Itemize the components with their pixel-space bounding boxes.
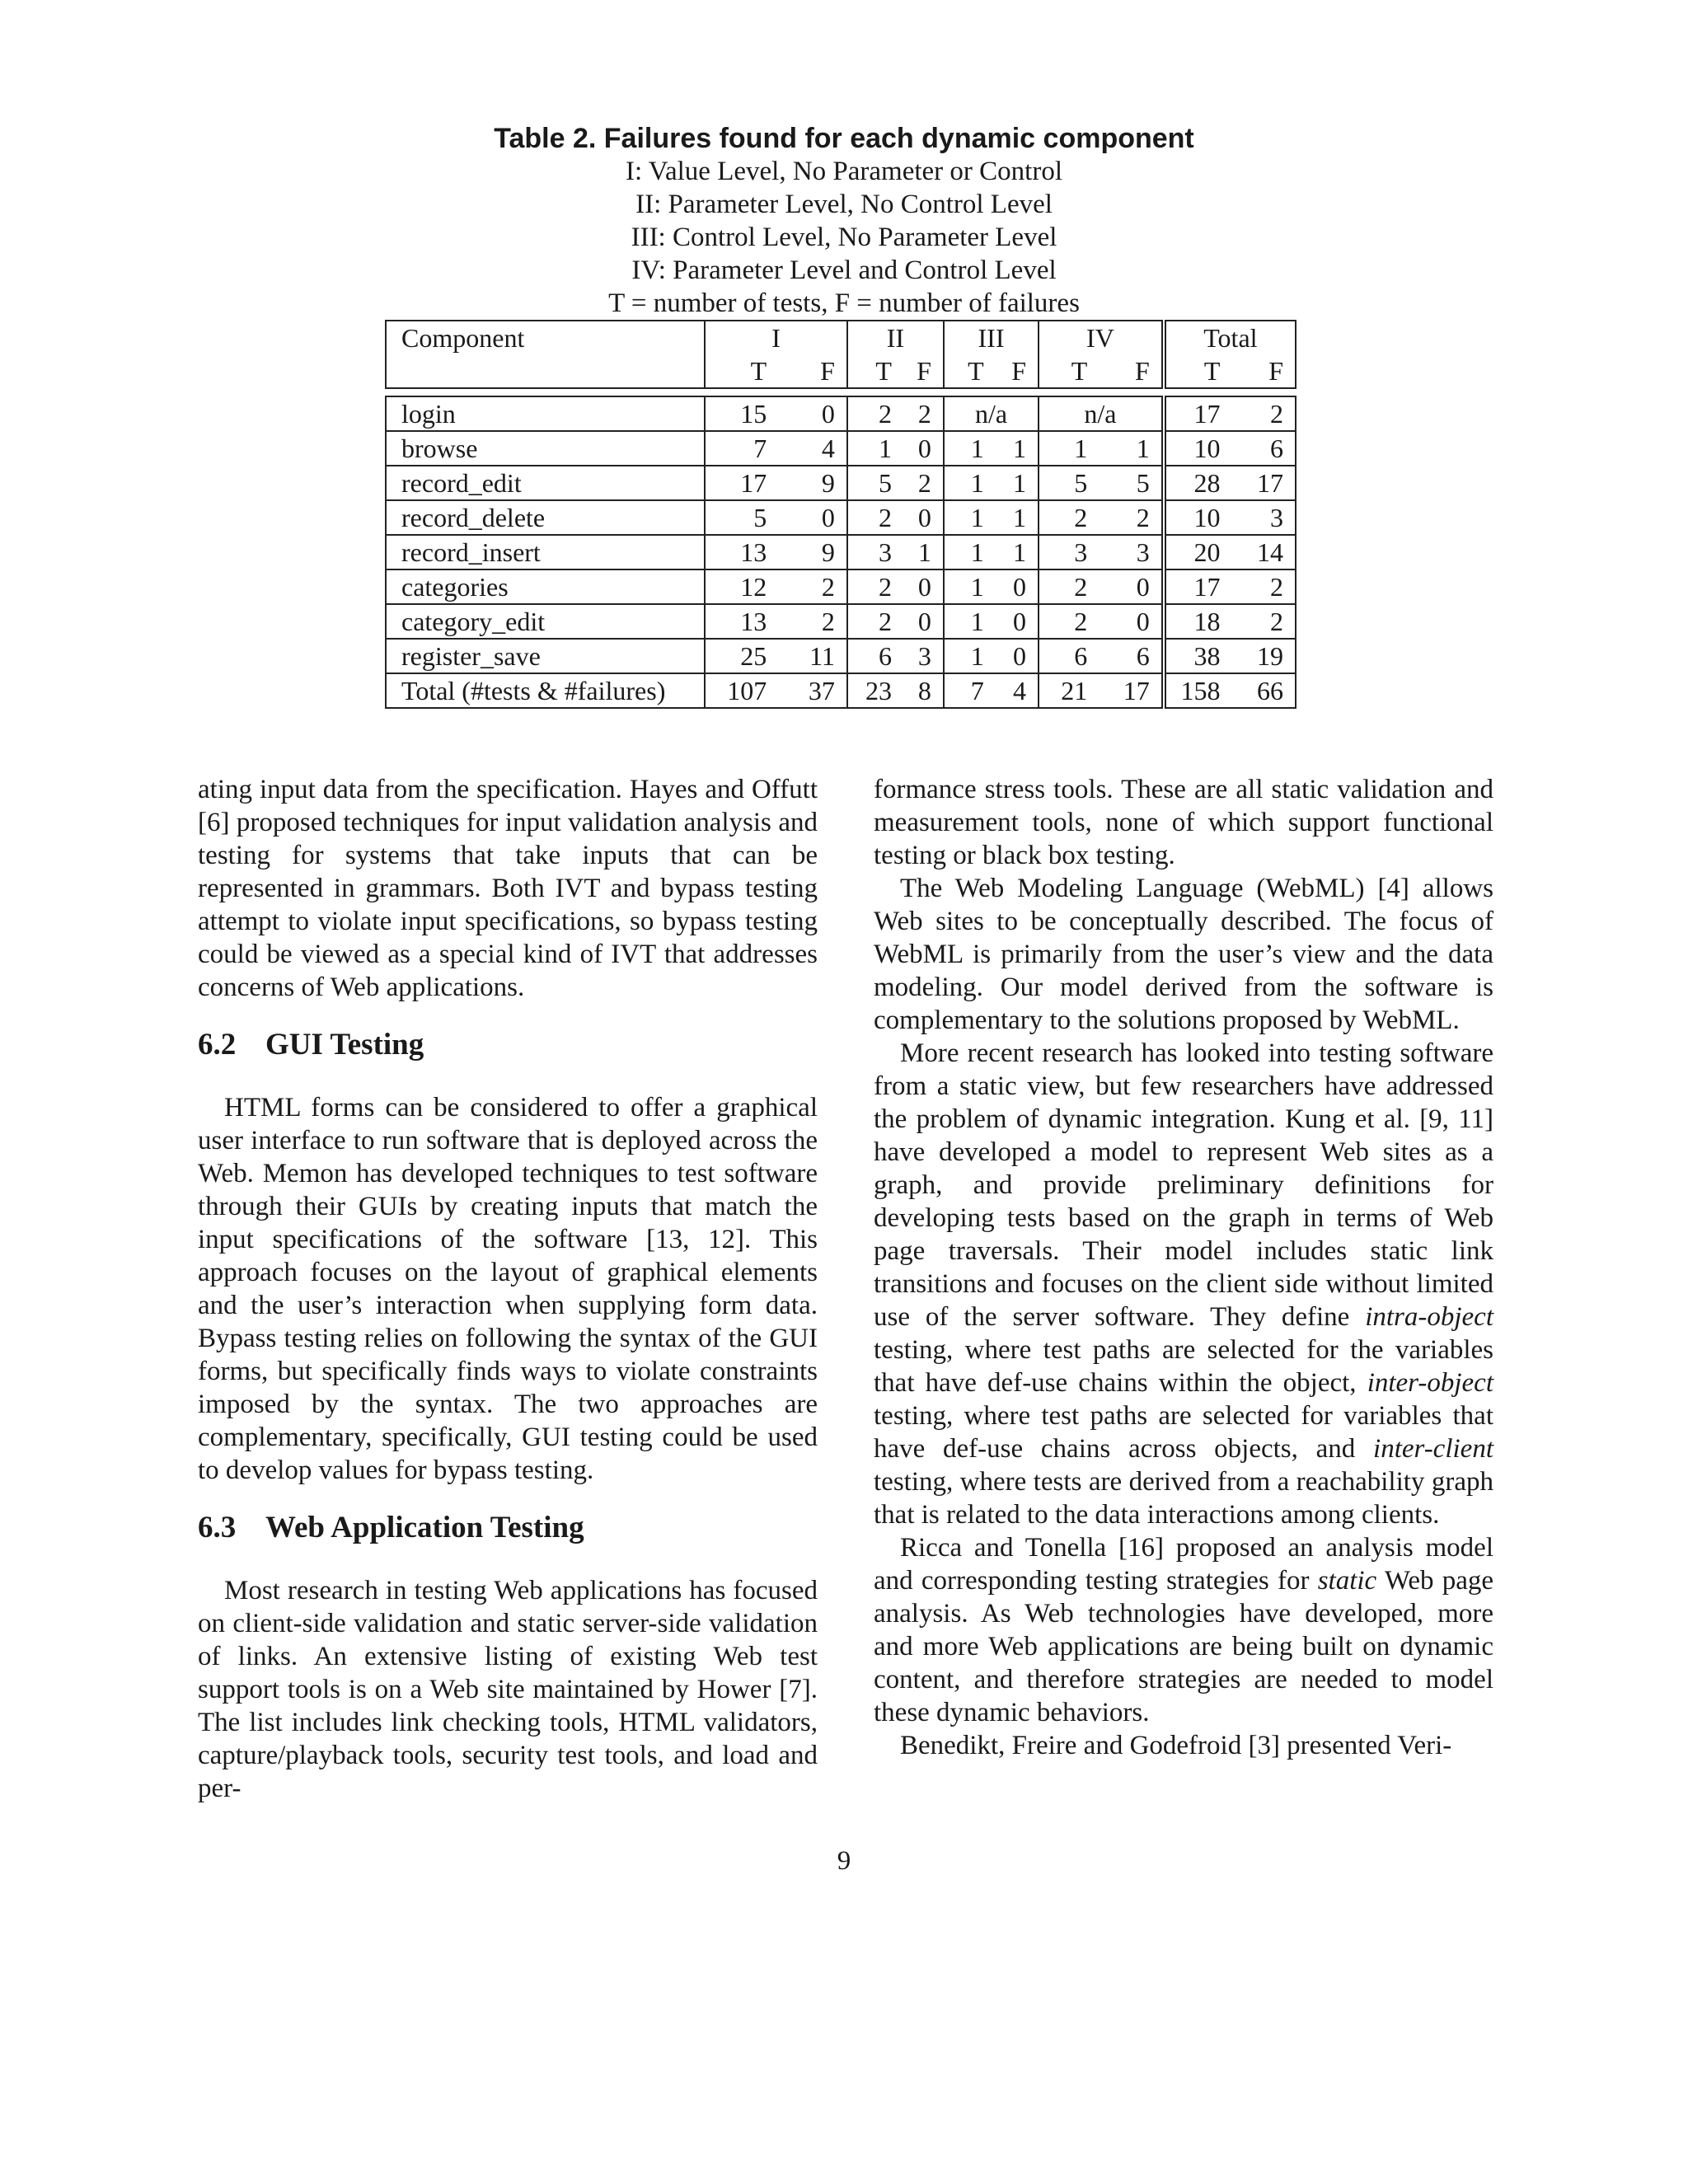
table-legend-line: III: Control Level, No Parameter Level (631, 223, 1057, 252)
emphasis: intra-object (1365, 1302, 1493, 1332)
header-f: F (1231, 354, 1296, 388)
paragraph: HTML forms can be considered to offer a graphical user interface to run software that is deployed across the Web. Memon has developed techniques to test software through their GUIs by creating inputs that match the input specifications of the software [13, 12]. This approach focuses on the layout of graphical elements and the user’s interaction when supplying form data. Bypass testing relies on following the syntax of the GUI forms, but specifically finds ways to violate constraints imposed by the syntax. The two approaches are complementary, specifically, GUI testing could be used to develop values for bypass testing. (198, 1093, 818, 1485)
cell: n/a (1039, 396, 1164, 431)
table-row (386, 535, 1296, 569)
header-f: F (996, 354, 1039, 388)
cell: 3 (1231, 500, 1296, 535)
cell: 38 (1164, 639, 1232, 673)
paragraph (874, 1037, 1493, 1531)
cell: 1 (944, 569, 996, 604)
paragraph (874, 1531, 1493, 1729)
cell: 1 (996, 500, 1039, 535)
cell: 7 (705, 431, 778, 466)
cell: 37 (778, 673, 847, 708)
table-row (386, 604, 1296, 639)
row-component: login (386, 396, 705, 431)
cell: 2 (1039, 569, 1099, 604)
failures-table (385, 320, 1296, 709)
paragraph: formance stress tools. These are all static validation and measurement tools, none of which support functional testing or black box testing. (874, 775, 1493, 870)
cell: 2 (1231, 604, 1296, 639)
cell: 18 (1164, 604, 1232, 639)
table-subheader-row (386, 354, 1296, 388)
cell: 0 (996, 639, 1039, 673)
cell: 0 (996, 604, 1039, 639)
row-component: Total (#tests & #failures) (386, 673, 705, 708)
cell: 107 (705, 673, 778, 708)
cell: 9 (778, 466, 847, 500)
cell: 1 (944, 466, 996, 500)
cell: 2 (847, 604, 903, 639)
row-component: browse (386, 431, 705, 466)
cell: 5 (1039, 466, 1099, 500)
cell: 2 (903, 466, 944, 500)
cell: 1 (996, 466, 1039, 500)
section-number: 6.3 (198, 1511, 237, 1544)
cell: 3 (847, 535, 903, 569)
text-run: Web page analysis. As Web technologies have developed, more and more Web applications are being built on dynamic content, and therefore strategies are needed to model these dynamic behaviors. (874, 1566, 1493, 1727)
page-number: 9 (837, 1846, 851, 1876)
text-run: testing, where tests are derived from a reachability graph that is related to the data interactions among clients. (874, 1467, 1493, 1530)
cell: 13 (705, 535, 778, 569)
paragraph: Benedikt, Freire and Godefroid [3] presented Veri- (900, 1731, 1452, 1760)
table-legend-line: T = number of tests, F = number of failures (608, 288, 1080, 318)
cell: 2 (1231, 396, 1296, 431)
emphasis: static (1317, 1566, 1377, 1596)
text-run: More recent research has looked into testing software from a static view, but few researchers have addressed the problem of dynamic integration. Kung et al. [9, 11] have developed a model to represent Web sites as a graph, and provide preliminary definitions for developing tests based on the graph in terms of Web page traversals. Their model includes static link transitions and focuses on the client side without limited use of the server software. They define (874, 1038, 1493, 1332)
table-legend-line: I: Value Level, No Parameter or Control (626, 157, 1062, 186)
row-component: categories (386, 569, 705, 604)
text-run: testing, where test paths are selected for the variables that have def-use chains within the object, (874, 1335, 1493, 1398)
row-component: category_edit (386, 604, 705, 639)
paragraph: ating input data from the specification. Hayes and Offutt [6] proposed techniques for input validation analysis and testing for systems that take inputs that can be represented in grammars. Both IVT and bypass testing attempt to violate input specifications, so bypass testing could be viewed as a special kind of IVT that addresses concerns of Web applications. (198, 775, 818, 1002)
cell: 3 (1039, 535, 1099, 569)
header-f: F (903, 354, 944, 388)
cell: 4 (778, 431, 847, 466)
cell: 6 (1231, 431, 1296, 466)
cell: 25 (705, 639, 778, 673)
row-component: record_edit (386, 466, 705, 500)
cell: 23 (847, 673, 903, 708)
header-group-iii: III (944, 321, 1039, 354)
header-t: T (705, 354, 778, 388)
table-row (386, 569, 1296, 604)
cell: 5 (1099, 466, 1163, 500)
paragraph: Most research in testing Web applications has focused on client-side validation and static server-side validation of links. An extensive listing of existing Web test support tools is on a Web site maintained by Hower [7]. The list includes link checking tools, HTML validators, capture/playback tools, security test tools, and load and per- (198, 1576, 818, 1803)
cell: 1 (1099, 431, 1163, 466)
cell: 17 (1099, 673, 1163, 708)
header-component: Component (386, 321, 705, 354)
table-row (386, 431, 1296, 466)
section-heading (198, 1027, 818, 1063)
emphasis: inter-object (1367, 1368, 1493, 1398)
cell: 0 (996, 569, 1039, 604)
cell: 14 (1231, 535, 1296, 569)
cell: 3 (903, 639, 944, 673)
cell: 13 (705, 604, 778, 639)
table-legend-line: IV: Parameter Level and Control Level (631, 255, 1057, 285)
cell: 0 (903, 569, 944, 604)
cell: 2 (1231, 569, 1296, 604)
header-t: T (944, 354, 996, 388)
section-title: Web Application Testing (265, 1511, 584, 1544)
cell: 1 (944, 431, 996, 466)
cell: 0 (778, 500, 847, 535)
right-column (874, 773, 1493, 1762)
cell: n/a (944, 396, 1039, 431)
cell: 6 (1099, 639, 1163, 673)
cell: 2 (1039, 500, 1099, 535)
header-f: F (778, 354, 847, 388)
row-component: register_save (386, 639, 705, 673)
cell: 0 (1099, 569, 1163, 604)
header-f: F (1099, 354, 1163, 388)
cell: 1 (1039, 431, 1099, 466)
table-total-row (386, 673, 1296, 708)
cell: 2 (1039, 604, 1099, 639)
cell: 1 (944, 639, 996, 673)
cell: 1 (944, 604, 996, 639)
cell: 1 (847, 431, 903, 466)
cell: 1 (903, 535, 944, 569)
cell: 1 (944, 535, 996, 569)
text-run: testing, where test paths are selected for variables that have def-use chains across objects, and (874, 1401, 1493, 1464)
cell: 2 (778, 604, 847, 639)
cell: 0 (778, 396, 847, 431)
table-row (386, 396, 1296, 431)
cell: 5 (705, 500, 778, 535)
cell: 19 (1231, 639, 1296, 673)
left-column (198, 773, 818, 1805)
cell: 158 (1164, 673, 1232, 708)
cell: 3 (1099, 535, 1163, 569)
cell: 9 (778, 535, 847, 569)
header-group-ii: II (847, 321, 944, 354)
cell: 11 (778, 639, 847, 673)
cell: 2 (903, 396, 944, 431)
table-row (386, 500, 1296, 535)
cell: 8 (903, 673, 944, 708)
cell: 2 (778, 569, 847, 604)
header-t: T (847, 354, 903, 388)
cell: 6 (1039, 639, 1099, 673)
cell: 17 (1164, 569, 1232, 604)
emphasis: inter-client (1373, 1434, 1493, 1464)
section-title: GUI Testing (265, 1028, 424, 1062)
cell: 10 (1164, 431, 1232, 466)
cell: 0 (1099, 604, 1163, 639)
cell: 2 (1099, 500, 1163, 535)
header-t: T (1039, 354, 1099, 388)
cell: 21 (1039, 673, 1099, 708)
cell: 17 (1231, 466, 1296, 500)
row-component: record_insert (386, 535, 705, 569)
cell: 17 (705, 466, 778, 500)
cell: 66 (1231, 673, 1296, 708)
table-legend-line: II: Parameter Level, No Control Level (635, 190, 1053, 219)
cell: 28 (1164, 466, 1232, 500)
cell: 17 (1164, 396, 1232, 431)
cell: 0 (903, 431, 944, 466)
cell: 12 (705, 569, 778, 604)
cell: 20 (1164, 535, 1232, 569)
text-run: Ricca and Tonella [16] proposed an analysis model and corresponding testing strategies for (874, 1533, 1493, 1596)
header-group-total: Total (1164, 321, 1296, 354)
paragraph: The Web Modeling Language (WebML) [4] allows Web sites to be conceptually described. The focus of WebML is primarily from the user’s view and the data modeling. Our model derived from the software is complementary to the solutions proposed by WebML. (874, 874, 1493, 1035)
cell: 0 (903, 604, 944, 639)
cell: 0 (903, 500, 944, 535)
cell: 15 (705, 396, 778, 431)
cell: 10 (1164, 500, 1232, 535)
cell: 1 (996, 431, 1039, 466)
cell: 6 (847, 639, 903, 673)
table-title: Table 2. Failures found for each dynamic component (494, 123, 1194, 154)
table-row (386, 466, 1296, 500)
cell: 7 (944, 673, 996, 708)
section-number: 6.2 (198, 1028, 237, 1062)
header-t: T (1164, 354, 1232, 388)
row-component: record_delete (386, 500, 705, 535)
cell: 2 (847, 396, 903, 431)
cell: 4 (996, 673, 1039, 708)
header-group-i: I (705, 321, 847, 354)
table-row (386, 639, 1296, 673)
cell: 2 (847, 569, 903, 604)
header-group-iv: IV (1039, 321, 1164, 354)
cell: 5 (847, 466, 903, 500)
cell: 2 (847, 500, 903, 535)
cell: 1 (944, 500, 996, 535)
table-header-row (386, 321, 1296, 354)
section-heading (198, 1510, 818, 1546)
cell: 1 (996, 535, 1039, 569)
